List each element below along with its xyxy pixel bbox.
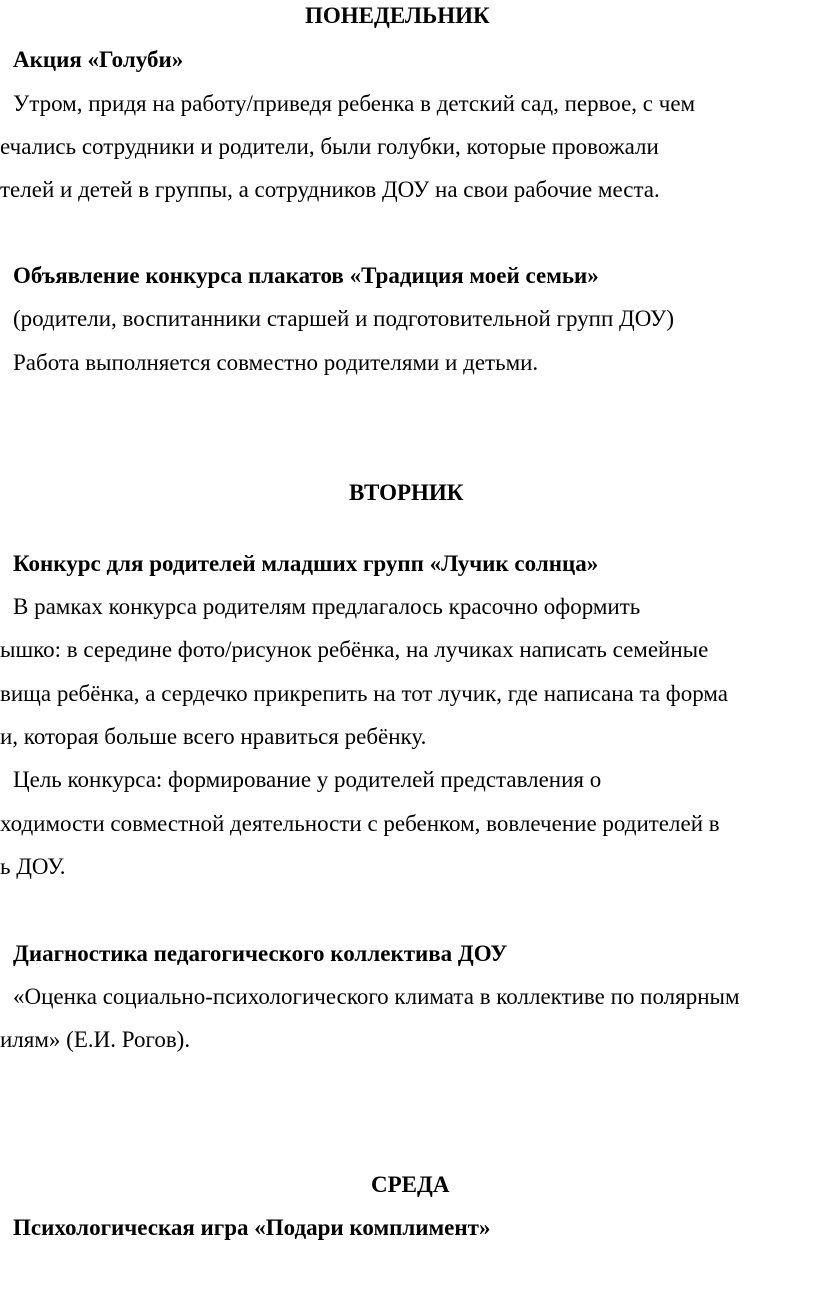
sunbeam-line-7: ь ДОУ.: [0, 854, 66, 879]
sunbeam-line-2: ышко: в середине фото/рисунок ребёнка, на лучиках написать семейные: [0, 637, 709, 662]
sunbeam-line-4: и, которая больше всего нравиться ребёнку.: [0, 724, 427, 749]
compliment-game-title: Психологическая игра «Подари комплимент»: [13, 1215, 491, 1240]
monday-heading: ПОНЕДЕЛЬНИК: [305, 3, 490, 28]
poster-contest-line-1: (родители, воспитанники старшей и подготовительной групп ДОУ): [13, 306, 675, 331]
action-line-2: ечались сотрудники и родители, были голубки, которые провожали: [0, 134, 659, 159]
sunbeam-contest-title: Конкурс для родителей младших групп «Лучик солнца»: [13, 551, 599, 576]
sunbeam-line-5: Цель конкурса: формирование у родителей представления о: [13, 767, 602, 792]
action-line-1: Утром, придя на работу/приведя ребенка в детский сад, первое, с чем: [13, 91, 696, 116]
sunbeam-line-1: В рамках конкурса родителям предлагалось красочно оформить: [13, 594, 641, 619]
poster-contest-title: Объявление конкурса плакатов «Традиция моей семьи»: [13, 263, 599, 288]
action-line-3: телей и детей в группы, а сотрудников ДОУ на свои рабочие места.: [0, 177, 660, 202]
sunbeam-line-6: ходимости совместной деятельности с ребенком, вовлечение родителей в: [0, 811, 720, 836]
tuesday-heading: ВТОРНИК: [349, 480, 464, 505]
wednesday-heading: СРЕДА: [371, 1172, 450, 1197]
diagnostics-line-1: «Оценка социально-психологического климата в коллективе по полярным: [13, 984, 740, 1009]
diagnostics-title: Диагностика педагогического коллектива ДОУ: [13, 941, 508, 966]
diagnostics-line-2: илям» (Е.И. Рогов).: [0, 1027, 191, 1052]
sunbeam-line-3: вища ребёнка, а сердечко прикрепить на тот лучик, где написана та форма: [0, 681, 728, 706]
poster-contest-line-2: Работа выполняется совместно родителями и детьми.: [13, 350, 539, 375]
action-title: Акция «Голуби»: [13, 47, 184, 72]
